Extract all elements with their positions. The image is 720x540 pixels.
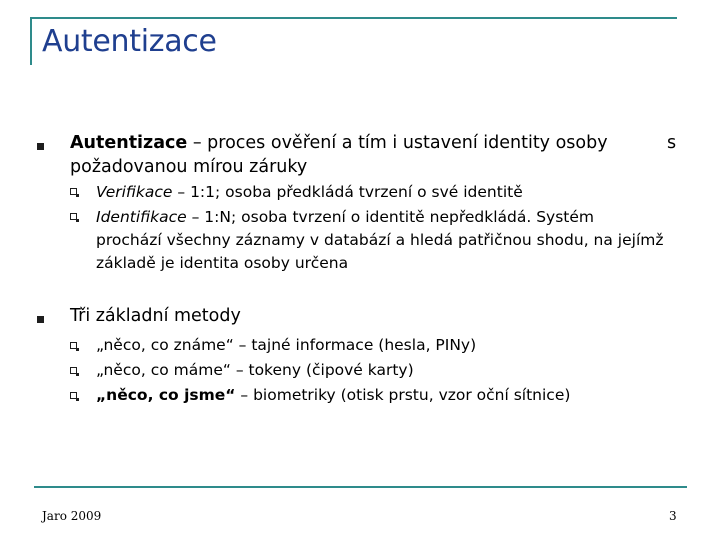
sub-bullet-marker <box>70 392 77 399</box>
sub-bullet-text: „něco, co jsme“ – biometriky (otisk prstu, vzor oční sítnice) <box>96 386 571 404</box>
bullet-line1: – proces ověření a tím i ustavení identity osoby <box>187 133 608 153</box>
sub-bullet-text: „něco, co máme“ – tokeny (čipové karty) <box>96 361 414 379</box>
bullet-lead: Autentizace <box>70 133 188 153</box>
slide-title: Autentizace <box>42 24 217 59</box>
bullet-marker <box>37 143 44 150</box>
sub-bullet-marker <box>70 367 77 374</box>
sub-bullet-marker <box>70 213 77 220</box>
footer-left: Jaro 2009 <box>42 509 102 523</box>
sub-bullet-marker <box>70 342 77 349</box>
sub-bullet-line2: prochází všechny záznamy v databází a hledá patřičnou shodu, na jejímž <box>96 231 664 249</box>
bullet-text: Tři základní metody <box>70 306 241 326</box>
sub-bullet-line3: základě je identita osoby určena <box>96 254 349 272</box>
sub-bullet-text: „něco, co známe“ – tajné informace (hesla, PINy) <box>96 336 477 354</box>
footer-divider <box>34 486 687 488</box>
bullet-marker <box>37 316 44 323</box>
sub-bullet-lead: Verifikace <box>96 183 173 201</box>
bullet-text <box>70 131 680 155</box>
bullet-line2: požadovanou mírou záruky <box>70 157 308 177</box>
sub-bullet-text: Identifikace – 1:N; osoba tvrzení o identitě nepředkládá. Systém <box>96 208 595 226</box>
sub-bullet-text: Verifikace – 1:1; osoba předkládá tvrzení o své identitě <box>96 183 523 201</box>
sub-bullet-lead: Identifikace <box>96 208 187 226</box>
sub-bullet-lead: „něco, co jsme“ <box>96 386 236 404</box>
bullet-line1-tail: s <box>667 133 677 153</box>
page-number: 3 <box>669 509 677 523</box>
sub-bullet-marker <box>70 188 77 195</box>
